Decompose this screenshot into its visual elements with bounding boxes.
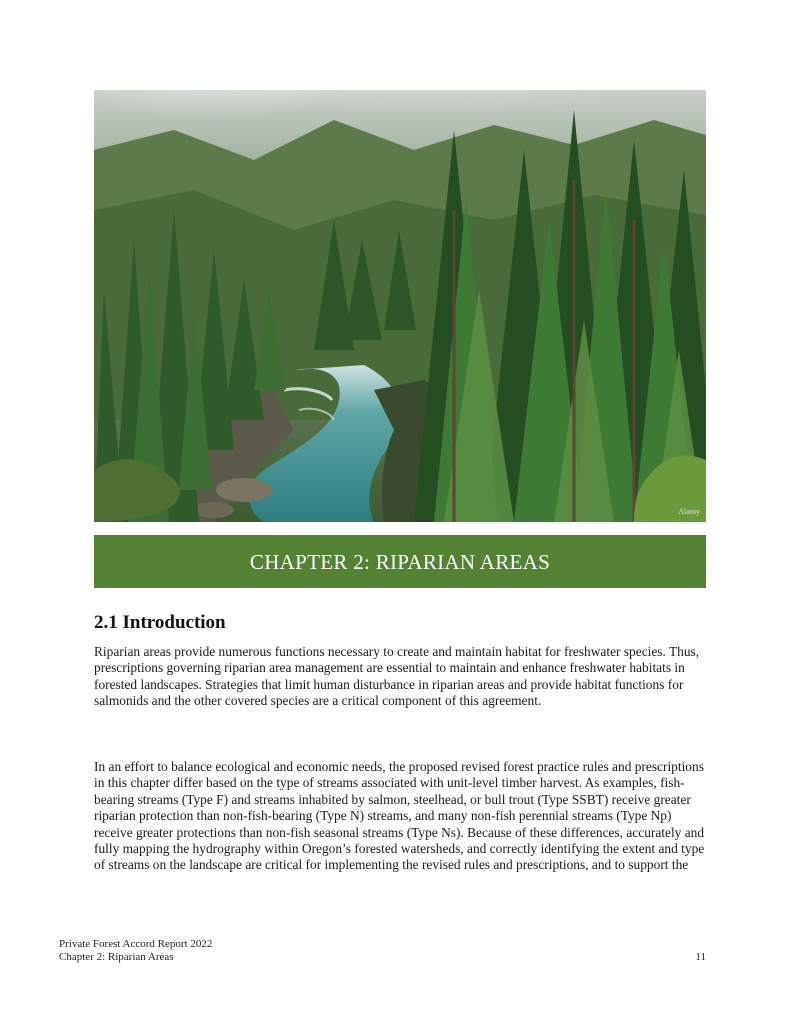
body-paragraph: In an effort to balance ecological and economic needs, the proposed revised forest practice rules and prescriptions in this chapter differ based on the type of streams associated with unit-level timber harvest. As examples, fish-bearing streams (Type F) and streams inhabited by salmon, steelhead, or bull trout (Type SSBT) receive greater riparian protection than non-fish-bearing (Type N) streams, and many non-fish perennial streams (Type Np) receive greater protections than non-fish seasonal streams (Type Ns). Because of these differences, accurately and fully mapping the hydrography within Oregon’s forested watersheds, and correctly identifying the extent and type of streams on the landscape are critical for implementing the revised rules and prescriptions, and to support the: [94, 759, 705, 873]
chapter-banner: [94, 535, 706, 588]
body-paragraph: Riparian areas provide numerous functions necessary to create and maintain habitat for freshwater species. Thus, prescriptions governing riparian area management are essential to maintain and enhance freshwater habitats in forested landscapes. Strategies that limit human disturbance in riparian areas and provide habitat functions for salmonids and the other covered species are a critical component of this agreement.: [94, 644, 700, 709]
page-number: 11: [695, 951, 706, 963]
footer-chapter-label: Chapter 2: Riparian Areas: [59, 951, 174, 963]
page-footer: [59, 938, 212, 964]
forest-river-illustration: [94, 90, 706, 522]
chapter-title: CHAPTER 2: RIPARIAN AREAS: [249, 550, 551, 574]
footer-report-title: Private Forest Accord Report 2022: [59, 938, 213, 950]
photo-credit: Alamy: [678, 507, 700, 516]
forest-river-photo: [94, 90, 706, 522]
section-heading: 2.1 Introduction: [94, 612, 226, 633]
